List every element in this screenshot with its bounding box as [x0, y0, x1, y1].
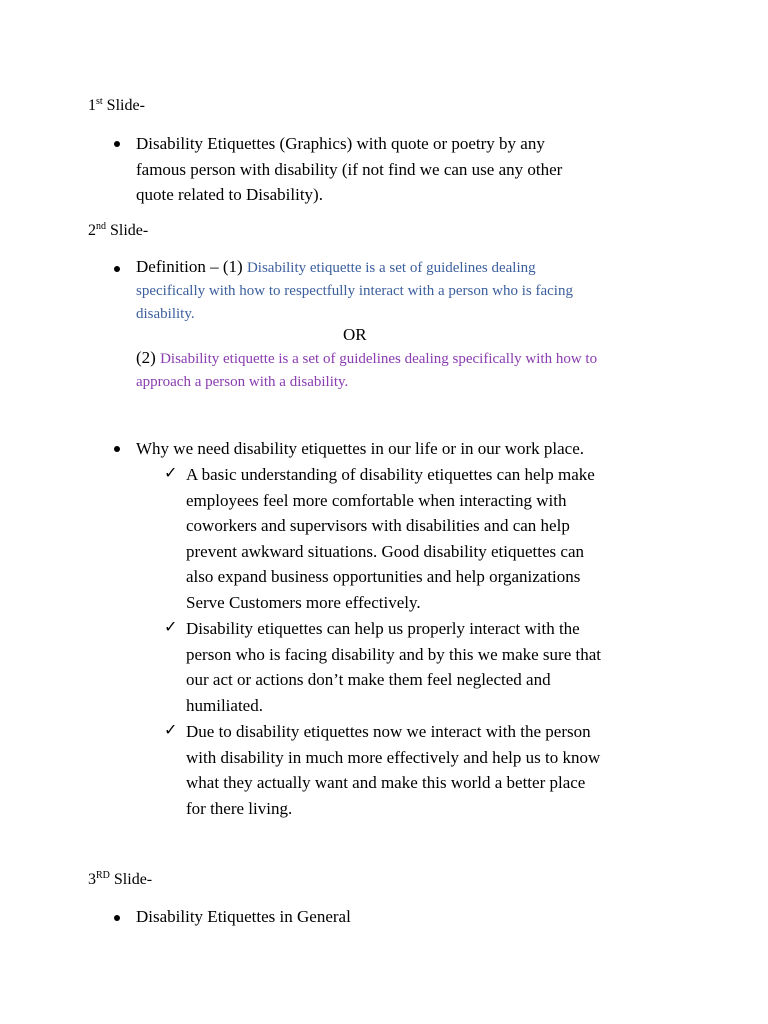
- slide3-heading-number: 3: [88, 871, 96, 888]
- check-item-line: A basic understanding of disability etiquettes can help make: [186, 465, 595, 484]
- check-item-1: [186, 462, 595, 615]
- slide3-heading-suffix: RD: [96, 870, 110, 881]
- check-item-line: with disability in much more effectively and help us to know: [186, 747, 601, 767]
- check-item-line: Disability etiquettes can help us properly interact with the: [186, 619, 580, 638]
- check-item-line: Serve Customers more effectively.: [186, 592, 421, 612]
- check-item-line: what they actually want and make this world a better place: [186, 773, 586, 792]
- definition-2-block: [136, 346, 597, 394]
- check-item-line: prevent awkward situations. Good disability etiquettes can: [186, 541, 584, 561]
- definition-label: Definition – (1): [136, 257, 247, 276]
- check-item-2: [186, 616, 601, 718]
- slide1-bullet-line: famous person with disability (if not find we can use any other: [136, 159, 563, 179]
- checkmark-icon: ✓: [164, 722, 178, 739]
- bullet-dot-icon: [114, 141, 120, 147]
- checkmark-icon: ✓: [164, 465, 178, 482]
- why-need-text: Why we need disability etiquettes in our life or in our work place.: [136, 439, 585, 458]
- check-item-line: employees feel more comfortable when interacting with: [186, 490, 567, 510]
- slide1-heading-suffix: st: [96, 96, 103, 107]
- slide1-heading-label: Slide-: [102, 97, 145, 114]
- bullet-dot-icon: [114, 266, 120, 272]
- check-item-line: humiliated.: [186, 695, 263, 715]
- slide1-heading: [88, 96, 145, 116]
- definition-2-label: (2): [136, 348, 161, 367]
- slide2-heading-label: Slide-: [106, 222, 149, 239]
- slide1-heading-number: 1: [88, 97, 96, 114]
- slide1-bullet-line: quote related to Disability).: [136, 185, 323, 204]
- slide3-bullet-text: Disability Etiquettes in General: [136, 907, 351, 926]
- definition-1-text: Disability etiquette is a set of guidelines dealing: [246, 260, 536, 276]
- check-item-line: coworkers and supervisors with disabilities and can help: [186, 516, 570, 535]
- slide2-heading-number: 2: [88, 222, 96, 239]
- slide2-heading: [88, 221, 148, 241]
- definition-2-text: Disability etiquette is a set of guidelines dealing specifically with how to: [160, 351, 598, 367]
- check-item-line: for there living.: [186, 798, 293, 818]
- slide3-heading-label: Slide-: [109, 871, 153, 888]
- check-item-line: person who is facing disability and by this we make sure that: [186, 644, 601, 664]
- bullet-dot-icon: [114, 915, 120, 921]
- slide1-bullet-text: [136, 131, 562, 208]
- definition-block: [136, 255, 573, 326]
- bullet-dot-icon: [114, 446, 120, 452]
- check-item-line: also expand business opportunities and help organizations: [186, 567, 581, 586]
- check-item-line: Due to disability etiquettes now we interact with the person: [186, 722, 591, 741]
- slide3-heading: [88, 870, 152, 890]
- check-item-line: our act or actions don’t make them feel neglected and: [186, 670, 551, 689]
- check-item-3: [186, 719, 600, 821]
- definition-1-text: disability.: [136, 306, 195, 322]
- or-separator: OR: [343, 325, 367, 344]
- definition-2-text: approach a person with a disability.: [136, 374, 349, 390]
- checkmark-icon: ✓: [164, 619, 178, 636]
- slide1-bullet-line: Disability Etiquettes (Graphics) with quote or poetry by any: [136, 134, 545, 153]
- definition-1-text: specifically with how to respectfully interact with a person who is facing: [136, 283, 573, 299]
- slide2-heading-suffix: nd: [96, 221, 106, 232]
